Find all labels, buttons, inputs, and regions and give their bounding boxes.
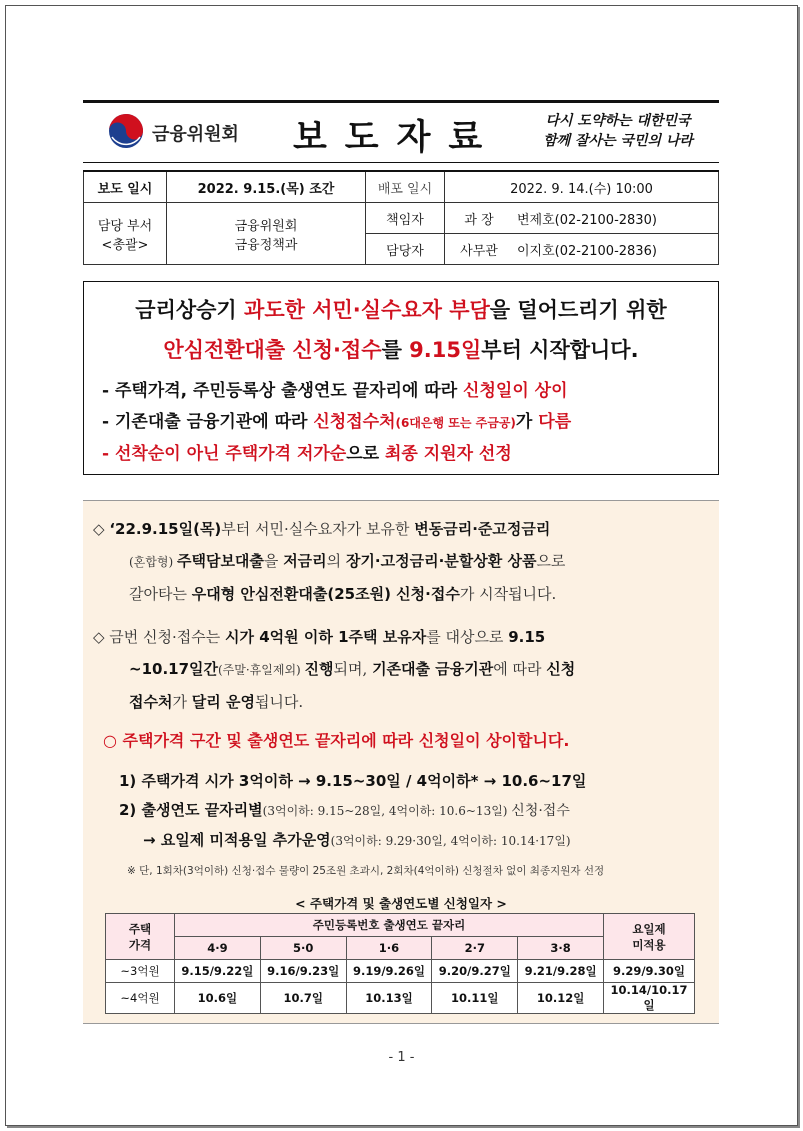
header-digit: 5·0 xyxy=(260,937,346,960)
header-price-line-2: 가격 xyxy=(128,937,152,952)
government-emblem-icon xyxy=(108,113,144,149)
emphasis: ‘22.9.15일(목) xyxy=(109,520,222,538)
emphasis: 접수처 xyxy=(129,693,173,711)
text: (혼합형) xyxy=(129,555,177,569)
table-cell: 10.6일 xyxy=(175,983,261,1014)
table-row xyxy=(106,983,695,1014)
release-label: 보도 일시 xyxy=(84,171,167,203)
distribution-label: 배포 일시 xyxy=(366,171,445,203)
dept-value-line-1: 금융위원회 xyxy=(234,218,298,234)
emphasis: 기존대출 금융기관 xyxy=(372,660,494,678)
table-cell: 10.12일 xyxy=(518,983,604,1014)
dept-value-line-2: 금융정책과 xyxy=(234,237,298,253)
paragraph-1 xyxy=(93,513,713,610)
slogan-line-1: 다시 도약하는 대한민국 xyxy=(545,113,691,129)
text: 부터 서민·실수요자가 보유한 xyxy=(221,520,415,538)
header-extra-line-1: 요일제 xyxy=(632,921,666,936)
diamond-bullet: ◇ xyxy=(93,520,110,538)
headline-box xyxy=(83,281,719,475)
text: 되며, xyxy=(333,660,373,678)
headline-bullet-2 xyxy=(102,407,571,432)
text: 갈아타는 xyxy=(129,585,192,603)
emphasis: 달리 운영 xyxy=(191,693,255,711)
press-release-header xyxy=(83,100,719,163)
slogan-line-2: 함께 잘사는 국민의 나라 xyxy=(543,133,693,149)
bullet-text: - 주택가격, 주민등록상 출생연도 끝자리에 따라 xyxy=(102,381,464,401)
bullet-emphasis: 최종 지원자 선정 xyxy=(384,444,512,464)
text: 됩니다. xyxy=(254,693,304,711)
table-cell: 9.16/9.23일 xyxy=(260,960,346,983)
headline-text: 부터 시작합니다. xyxy=(481,338,639,362)
text: 신청·접수 xyxy=(511,803,570,819)
text: 가 시작됩니다. xyxy=(459,585,557,603)
row-label: ~3억원 xyxy=(106,960,175,983)
dept-label xyxy=(84,203,167,265)
paragraph-1-line-1 xyxy=(93,513,713,545)
table-cell: 10.13일 xyxy=(346,983,432,1014)
subheading: ○ 주택가격 구간 및 출생연도 끝자리에 따라 신청일이 상이합니다. xyxy=(103,731,570,750)
text: (3억이하: 9.15~28일, 4억이하: 10.6~13일) xyxy=(262,804,512,818)
headline-emphasis: 9.15일 xyxy=(409,338,482,362)
item-1: 1) 주택가격 시가 3억이하 → 9.15~30일 / 4억이하* → 10.6~17일 xyxy=(119,772,587,790)
paragraph-2 xyxy=(93,621,713,718)
footnote: ※ 단, 1회차(3억이하) 신청·접수 물량이 25조원 초과시, 2회차(4억이하) 신청절차 없이 최종지원자 선정 xyxy=(127,865,605,877)
body-section xyxy=(83,500,719,1024)
table-cell: 10.11일 xyxy=(432,983,518,1014)
headline-text: 을 덜어드리기 위한 xyxy=(489,298,667,322)
paragraph-1-line-2 xyxy=(93,545,713,578)
bullet-emphasis: 신청접수처 xyxy=(313,412,396,432)
contact-name: 이지호(02-2100-2836) xyxy=(513,234,719,265)
header-digit: 2·7 xyxy=(432,937,518,960)
emphasis: 진행 xyxy=(304,660,334,678)
headline-line-1 xyxy=(84,294,718,324)
emphasis: (25조원) 신청·접수 xyxy=(327,585,460,603)
paragraph-1-line-3 xyxy=(93,578,713,610)
table-cell: 9.15/9.22일 xyxy=(175,960,261,983)
paragraph-2-line-1 xyxy=(93,621,713,653)
bullet-text: 가 xyxy=(515,412,539,432)
header-extra-line-2: 미적용 xyxy=(632,937,666,952)
schedule-table xyxy=(105,913,695,1014)
bullet-text: - 기존대출 금융기관에 따라 xyxy=(102,412,314,432)
logo-text: 금융위원회 xyxy=(152,124,239,145)
text: 으로 xyxy=(536,552,566,570)
dept-value xyxy=(167,203,366,265)
emphasis: 신청 xyxy=(546,660,576,678)
text: 가 xyxy=(172,693,192,711)
manager-title: 과 장 xyxy=(445,203,514,234)
headline-text: 금리상승기 xyxy=(135,298,245,322)
text: 를 대상으로 xyxy=(426,628,509,646)
contact-label: 담당자 xyxy=(366,234,445,265)
bullet-emphasis: 다름 xyxy=(538,412,572,432)
contact-title: 사무관 xyxy=(445,234,514,265)
text: 의 xyxy=(326,552,346,570)
page-number: - 1 - xyxy=(388,1050,415,1065)
manager-name: 변제호(02-2100-2830) xyxy=(513,203,719,234)
dept-label-line-2: <총괄> xyxy=(101,237,149,253)
text: (3억이하: 9.29·30일, 4억이하: 10.14·17일) xyxy=(330,834,571,848)
schedule-items xyxy=(119,767,719,856)
dept-label-line-1: 담당 부서 xyxy=(97,218,153,234)
table-row xyxy=(106,960,695,983)
bullet-emphasis: 신청일이 상이 xyxy=(463,381,568,401)
emphasis: 시가 4억원 이하 1주택 보유자 xyxy=(225,628,427,646)
headline-emphasis: 안심전환대출 신청·접수 xyxy=(163,338,382,362)
header-extra xyxy=(604,914,695,960)
table-cell: 9.21/9.28일 xyxy=(518,960,604,983)
release-info-table xyxy=(83,170,719,265)
bullet-emphasis-small: (6대은행 또는 주금공) xyxy=(395,416,516,430)
emphasis: 우대형 안심전환대출 xyxy=(191,585,328,603)
table-cell: 9.20/9.27일 xyxy=(432,960,518,983)
release-value: 2022. 9.15.(목) 조간 xyxy=(167,171,366,203)
headline-text: 를 xyxy=(381,338,410,362)
paragraph-2-line-2 xyxy=(93,653,713,686)
text: ◇ 금번 신청·접수는 xyxy=(93,628,226,646)
headline-bullet-1 xyxy=(102,376,568,401)
manager-label: 책임자 xyxy=(366,203,445,234)
table-cell-extra: 10.14/10.17일 xyxy=(604,983,695,1014)
headline-line-2 xyxy=(84,334,718,364)
text: 에 따라 xyxy=(493,660,547,678)
table-cell-extra: 9.29/9.30일 xyxy=(604,960,695,983)
header-price xyxy=(106,914,175,960)
item-3 xyxy=(119,826,719,856)
bullet-emphasis: - 선착순이 아닌 주택가격 저가순 xyxy=(102,444,347,464)
headline-emphasis: 과도한 서민·실수요자 부담 xyxy=(244,298,490,322)
emphasis: 장기·고정금리·분할상환 상품 xyxy=(345,552,537,570)
paragraph-2-line-3 xyxy=(93,686,713,718)
emphasis: 저금리 xyxy=(283,552,327,570)
header-price-line-1: 주택 xyxy=(128,921,152,936)
row-label: ~4억원 xyxy=(106,983,175,1014)
emphasis: 2) 출생연도 끝자리별 xyxy=(119,801,263,819)
text: (주말·휴일제외) xyxy=(218,663,305,677)
page-title: 보도자료 xyxy=(293,118,501,158)
header-digit: 1·6 xyxy=(346,937,432,960)
emphasis: 9.15 xyxy=(508,628,546,646)
emphasis: 변동금리·준고정금리 xyxy=(414,520,551,538)
header-digit: 3·8 xyxy=(518,937,604,960)
bullet-text: 으로 xyxy=(346,444,385,464)
table-cell: 9.19/9.26일 xyxy=(346,960,432,983)
text: 을 xyxy=(263,552,284,570)
emphasis: → 요일제 미적용일 추가운영 xyxy=(143,831,331,849)
emphasis: ~10.17일간 xyxy=(129,660,218,678)
table-caption: < 주택가격 및 출생연도별 신청일자 > xyxy=(295,896,507,911)
headline-bullet-3 xyxy=(102,439,512,464)
distribution-value: 2022. 9. 14.(수) 10:00 xyxy=(445,171,719,203)
item-2 xyxy=(119,796,719,826)
table-cell: 10.7일 xyxy=(260,983,346,1014)
slogan xyxy=(523,111,713,151)
header-digit: 4·9 xyxy=(175,937,261,960)
header-birth-year-group: 주민등록번호 출생연도 끝자리 xyxy=(175,914,604,937)
emphasis: 주택담보대출 xyxy=(176,552,264,570)
